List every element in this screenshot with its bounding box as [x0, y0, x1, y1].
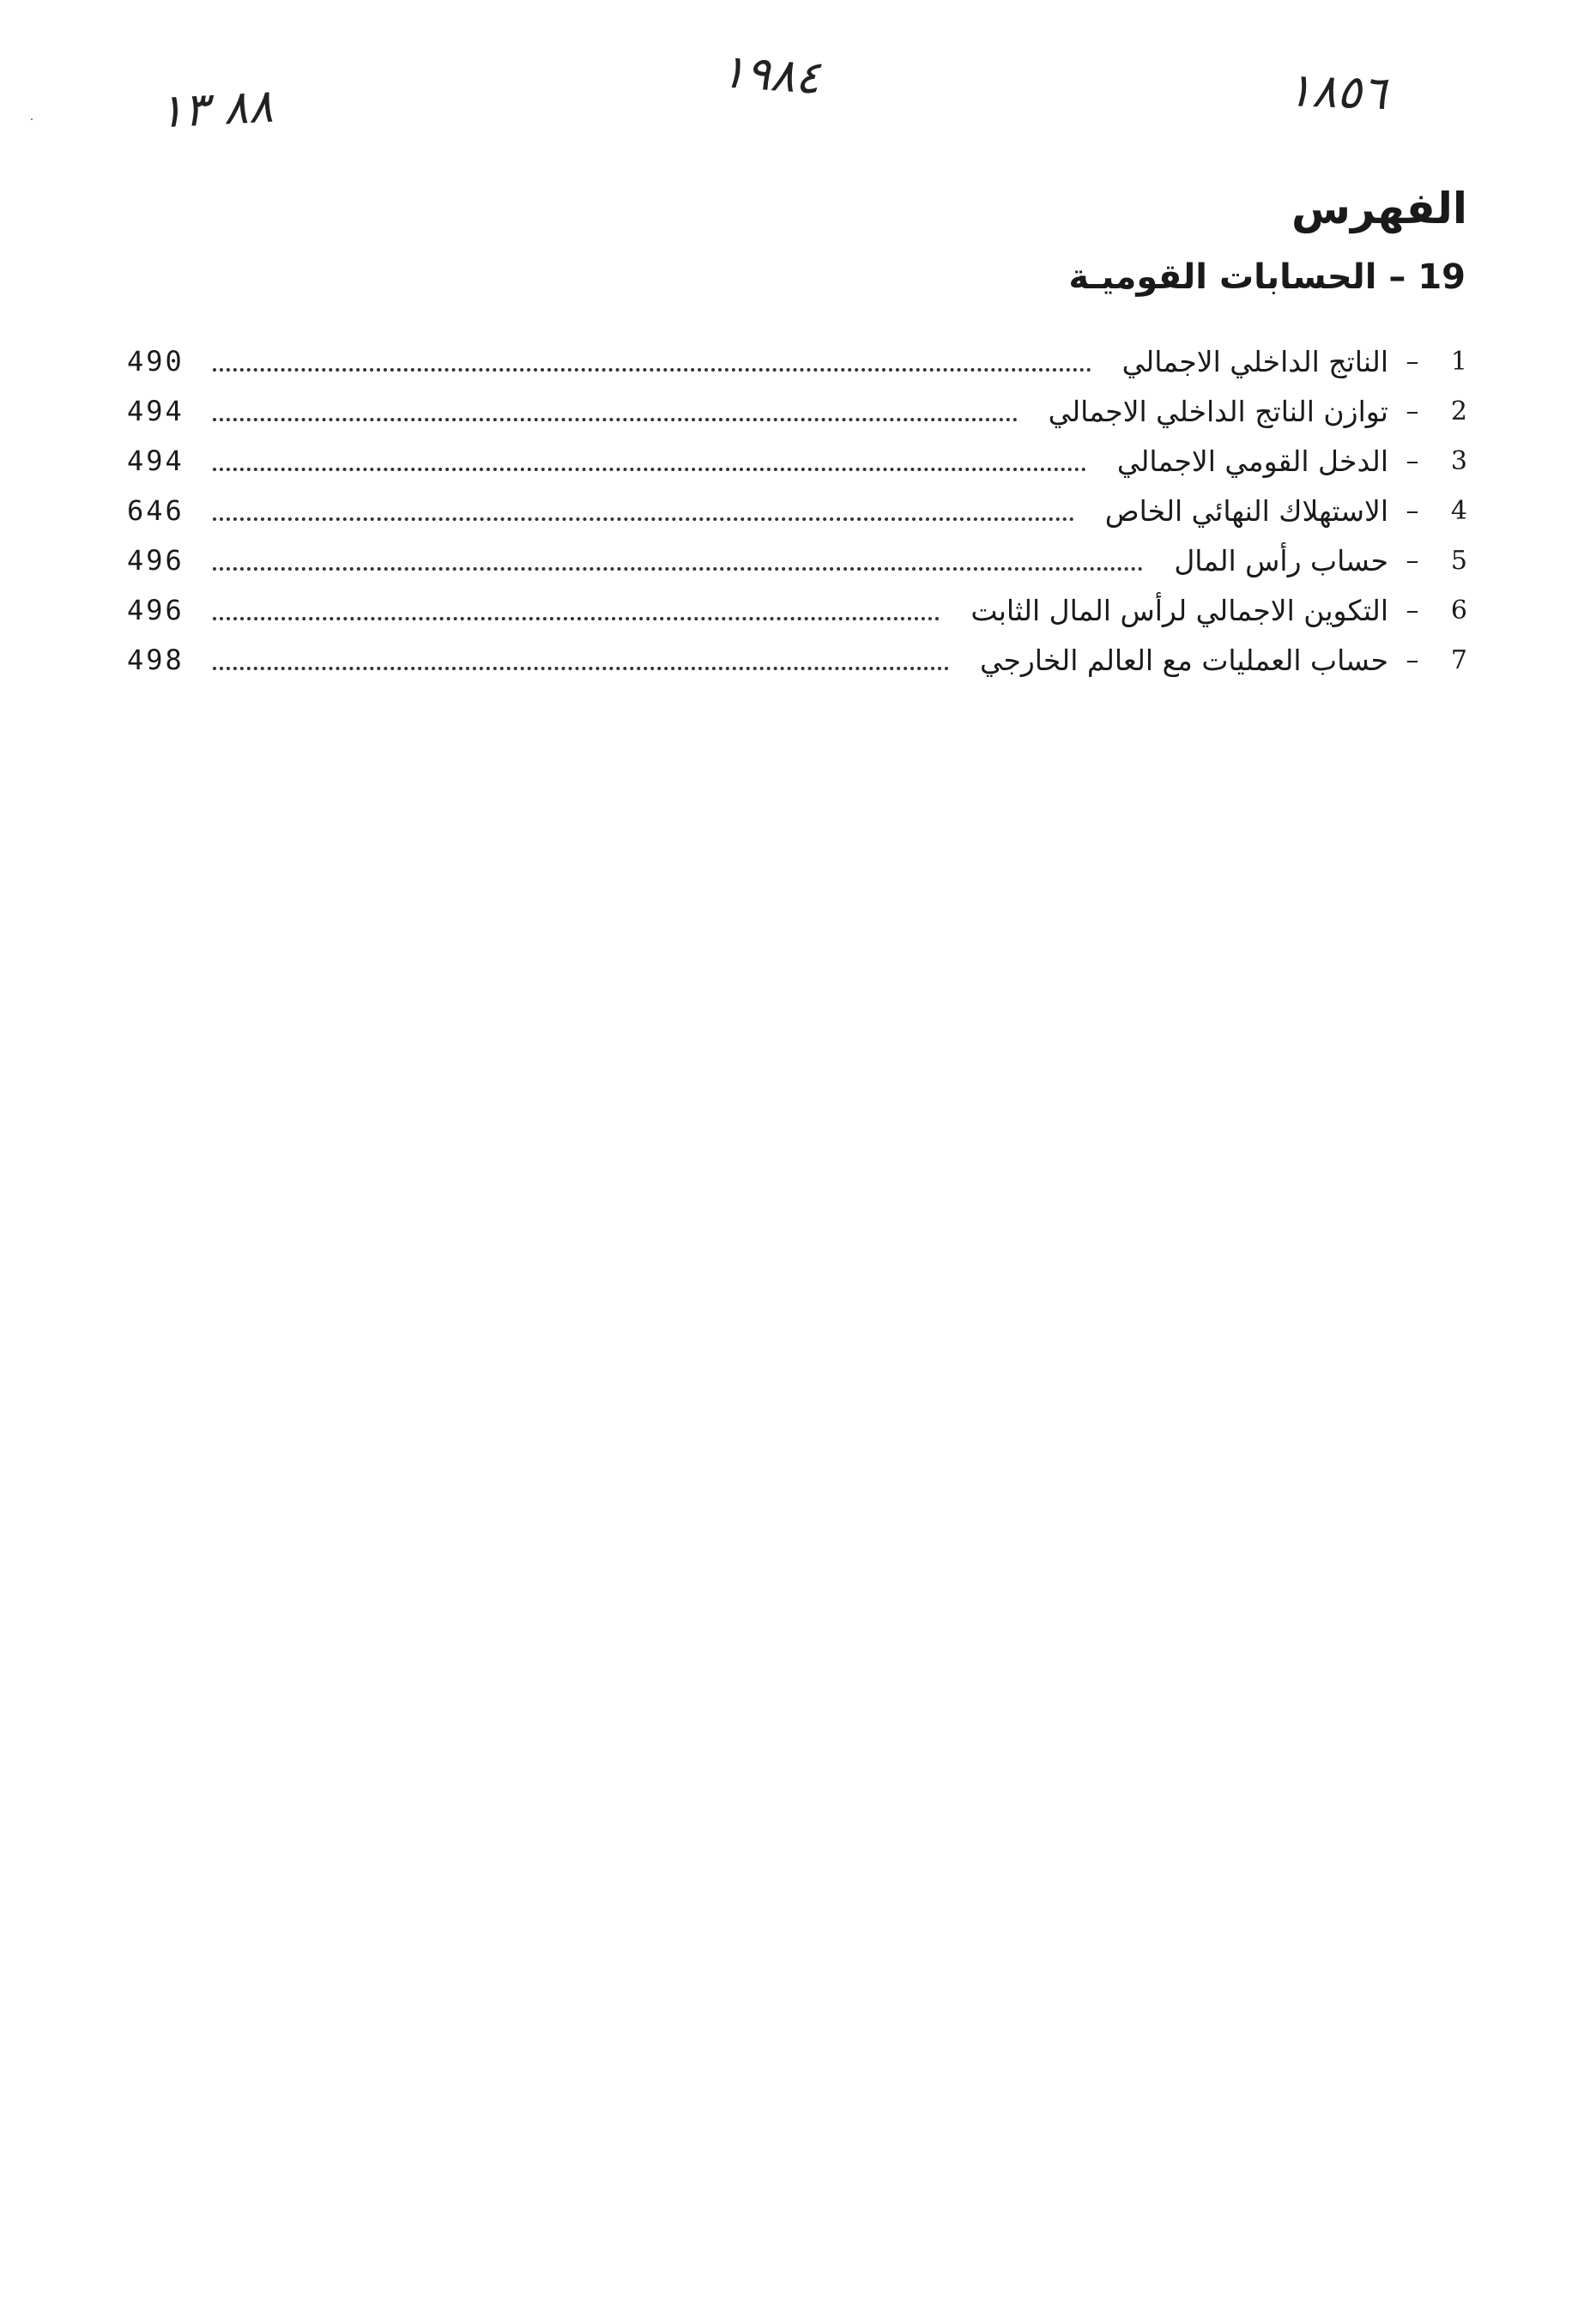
- toc-entry-page: 494: [127, 444, 184, 477]
- toc-entry-page: 490: [127, 345, 184, 378]
- toc-entry-label: توازن الناتج الداخلي الاجمالي: [1048, 394, 1388, 428]
- dot-leader: [213, 418, 1018, 421]
- dot-leader: [213, 368, 1091, 372]
- toc-entry-number: 4: [1450, 495, 1467, 526]
- toc-entry[interactable]: [127, 535, 1467, 585]
- dot-leader: [213, 567, 1143, 571]
- toc-entry-number: 5: [1450, 545, 1467, 576]
- chapter-heading: [1068, 257, 1466, 297]
- toc-entry-page: 498: [127, 644, 184, 676]
- toc-entry-number: 6: [1450, 595, 1467, 626]
- toc-entry-page: 646: [127, 494, 184, 527]
- toc-entry-dash: –: [1406, 644, 1419, 675]
- scan-speck: [31, 118, 33, 120]
- toc-entry-dash: –: [1406, 346, 1419, 377]
- handwritten-note-left: ٨٨ ١٣: [157, 78, 275, 139]
- toc-entry-number: 3: [1450, 445, 1467, 476]
- toc-entry[interactable]: [127, 436, 1467, 486]
- toc-entry-number: 1: [1450, 346, 1467, 377]
- handwritten-year: ١٩٨٤: [718, 44, 823, 105]
- toc-entry-label: حساب رأس المال: [1174, 543, 1388, 577]
- toc-entry-label: الاستهلاك النهائي الخاص: [1104, 493, 1388, 528]
- toc-entry-page: 494: [127, 395, 184, 427]
- dot-leader: [213, 517, 1074, 521]
- dot-leader: [213, 617, 940, 620]
- chapter-number: 19: [1418, 257, 1466, 297]
- toc-entry-dash: –: [1406, 495, 1419, 526]
- toc-entry[interactable]: [127, 486, 1467, 535]
- toc-entry-page: 496: [127, 544, 184, 577]
- toc-entry-number: 7: [1450, 644, 1467, 675]
- toc-entry-page: 496: [127, 594, 184, 626]
- dot-leader: [213, 667, 949, 670]
- toc-entry-dash: –: [1406, 396, 1419, 426]
- toc-entry-dash: –: [1406, 545, 1419, 576]
- toc-entry-label: حساب العمليات مع العالم الخارجي: [979, 643, 1388, 677]
- toc-entry[interactable]: [127, 386, 1467, 436]
- toc-entry[interactable]: [127, 635, 1467, 685]
- toc-entry-dash: –: [1406, 445, 1419, 476]
- chapter-title: الحسابات القوميـة: [1068, 257, 1377, 297]
- toc-entry-number: 2: [1450, 396, 1467, 426]
- handwritten-note-right: ١٨٥٦: [1285, 62, 1388, 121]
- dot-leader: [213, 468, 1086, 471]
- toc-entry-label: الناتج الداخلي الاجمالي: [1121, 344, 1388, 378]
- toc-entry-label: الدخل القومي الاجمالي: [1116, 444, 1388, 478]
- toc-entry[interactable]: [127, 336, 1467, 386]
- toc-entry-label: التكوين الاجمالي لرأس المال الثابت: [970, 593, 1388, 627]
- toc-entry-dash: –: [1406, 595, 1419, 626]
- page-title: الفهرس: [1291, 183, 1467, 233]
- toc-entry[interactable]: [127, 585, 1467, 635]
- chapter-separator: –: [1388, 257, 1406, 297]
- table-of-contents: [127, 336, 1467, 685]
